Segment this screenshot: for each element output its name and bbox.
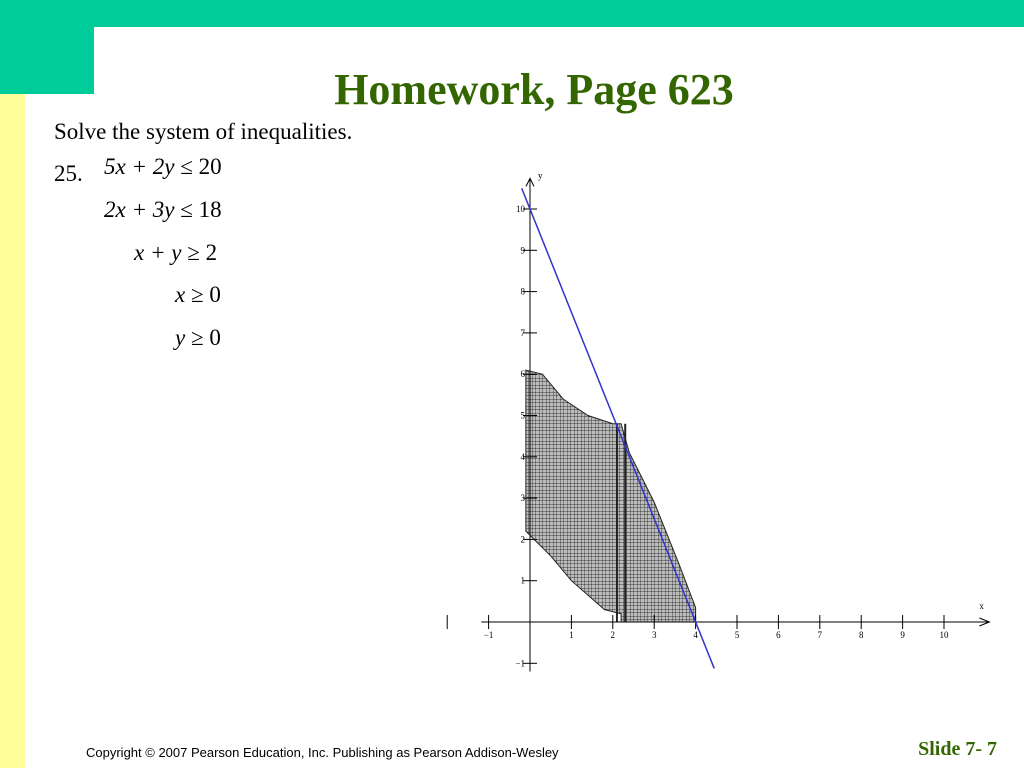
x-tick-label: 3 xyxy=(651,630,657,640)
slide-title: Homework, Page 623 xyxy=(334,65,734,114)
y-tick-label: 8 xyxy=(520,286,525,297)
inequality-op: ≥ xyxy=(190,282,204,307)
y-tick-label: 4 xyxy=(520,451,525,462)
problem-prompt: Solve the system of inequalities. xyxy=(54,119,353,144)
shaded-region xyxy=(526,370,696,622)
y-tick-label: 3 xyxy=(520,493,525,504)
y-tick-label: 2 xyxy=(520,534,525,545)
inequality-lhs: x + y xyxy=(134,240,182,265)
copyright-notice: Copyright © 2007 Pearson Education, Inc. Publishing as Pearson Addison-Wesley xyxy=(86,745,559,760)
inequality-rhs: 20 xyxy=(198,154,222,179)
inequality-lhs: 5x + 2y xyxy=(104,154,175,179)
inequality-lhs: x xyxy=(175,282,186,307)
x-tick-label: 1 xyxy=(569,630,574,640)
x-tick-label: 5 xyxy=(734,630,740,640)
inequality-rhs: 2 xyxy=(205,240,218,265)
x-tick-label: 10 xyxy=(939,630,949,640)
x-tick-label: 9 xyxy=(900,630,905,640)
x-tick-label: −1 xyxy=(483,630,494,640)
y-axis-label: y xyxy=(538,170,543,181)
inequality-op: ≥ xyxy=(187,240,200,265)
inequality-lhs: 2x + 3y xyxy=(104,197,175,222)
y-tick-label: 10 xyxy=(516,204,525,214)
inequality-rhs: 18 xyxy=(198,197,222,222)
inequality-op: ≤ xyxy=(180,154,193,179)
y-tick-label: 9 xyxy=(520,245,525,256)
x-tick-label: 6 xyxy=(776,630,781,640)
x-tick-label: 2 xyxy=(610,630,616,640)
x-tick-label: 8 xyxy=(858,630,864,640)
slide-number: Slide 7- 7 xyxy=(918,738,997,760)
problem-number: 25. xyxy=(54,161,83,186)
y-tick-label: −1 xyxy=(515,658,525,669)
y-tick-label: 7 xyxy=(520,327,525,338)
y-tick-label: 6 xyxy=(520,369,525,380)
x-axis-label: x xyxy=(979,601,984,611)
inequality-lhs: y xyxy=(175,325,186,350)
y-tick-label: 1 xyxy=(520,575,525,586)
inequality-op: ≥ xyxy=(190,325,204,350)
x-tick-label: 7 xyxy=(817,630,823,640)
inequality-rhs: 0 xyxy=(209,325,221,350)
x-tick-label: 4 xyxy=(693,630,698,640)
inequality-rhs: 0 xyxy=(209,282,221,307)
inequality-op: ≤ xyxy=(180,197,193,222)
y-tick-label: 5 xyxy=(520,410,525,421)
